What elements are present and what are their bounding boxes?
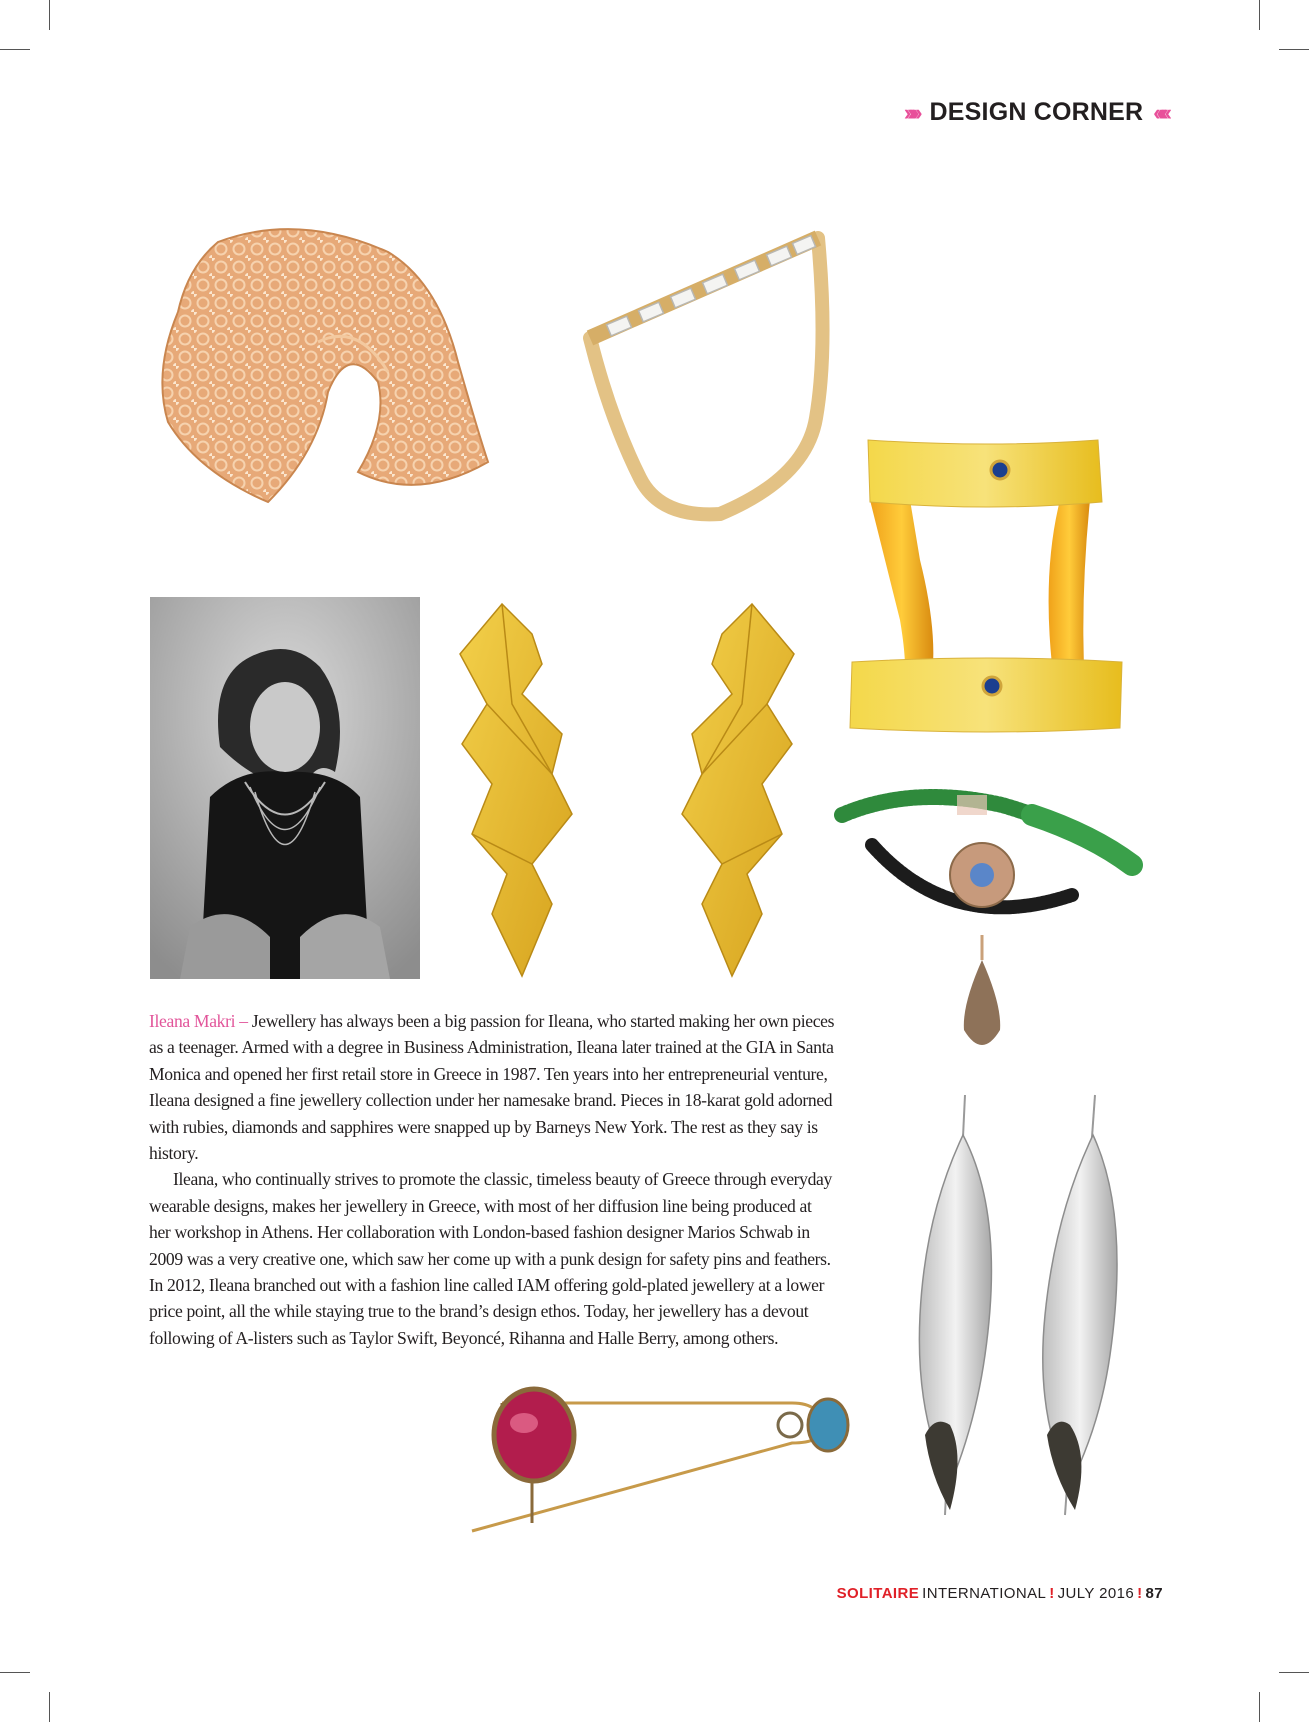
footer-brand: SOLITAIRE [836,1585,920,1602]
earring-right [682,604,794,976]
baguette-ring-image [580,228,850,518]
paragraph-text: Jewellery has always been a big passion for Ileana, who started making her own pieces as a teenager. Armed with a degree in Business Administration, Ileana later trained at the GIA in Santa Monica and opened her first retail store in Greece in 1987. Ten years into her entrepreneurial venture, Ileana designed a fine jewellery collection under her namesake brand. Pieces in 18-karat gold adorned with rubies, diamonds and sapphires were snapped up by Barneys New York. The rest as they say is history. [149,1011,835,1164]
lace-cuff-image [158,222,514,512]
evil-eye-cuff-image [840,440,1130,760]
designer-name: Ileana Makri – [149,1011,248,1031]
origami-earrings-image [452,604,802,976]
crop-mark [1279,49,1309,50]
crop-mark [0,1672,30,1673]
safety-pin-brooch-image [472,1383,862,1533]
chevron-right-icon: »»» [903,99,914,125]
footer-separator: ! [1137,1585,1143,1602]
section-header [904,98,1163,127]
section-title: DESIGN CORNER [929,98,1144,126]
paragraph [149,1008,835,1166]
footer-separator: ! [1049,1585,1055,1602]
page-number: 87 [1145,1585,1163,1602]
crop-mark [49,1692,50,1722]
designer-portrait-photo [150,597,420,979]
feather-earrings-image [905,1095,1135,1525]
page-footer [837,1585,1163,1602]
footer-publication: INTERNATIONAL [922,1585,1047,1602]
paragraph: Ileana, who continually strives to promote the classic, timeless beauty of Greece through everyday wearable designs, makes her jewellery in Greece, with most of her diffusion line being produced at her workshop in Athens. Her collaboration with London-based fashion designer Marios Schwab in 2009 was a very creative one, which saw her come up with a punk design for safety pins and feathers. In 2012, Ileana branched out with a fashion line called IAM offering gold-plated jewellery at a lower price point, all the while staying true to the brand’s design ethos. Today, her jewellery has a devout following of A-listers such as Taylor Swift, Beyoncé, Rihanna and Halle Berry, among others. [149,1169,832,1348]
crop-mark [0,49,30,50]
footer-issue: JULY 2016 [1057,1585,1135,1602]
crop-mark [49,0,50,30]
crop-mark [1259,1692,1260,1722]
chevron-left-icon: ««« [1153,99,1163,125]
crop-mark [1279,1672,1309,1673]
article-body [149,1008,835,1351]
earring-left [460,604,572,976]
crop-mark [1259,0,1260,30]
evil-eye-brooch-image [832,785,1142,1060]
